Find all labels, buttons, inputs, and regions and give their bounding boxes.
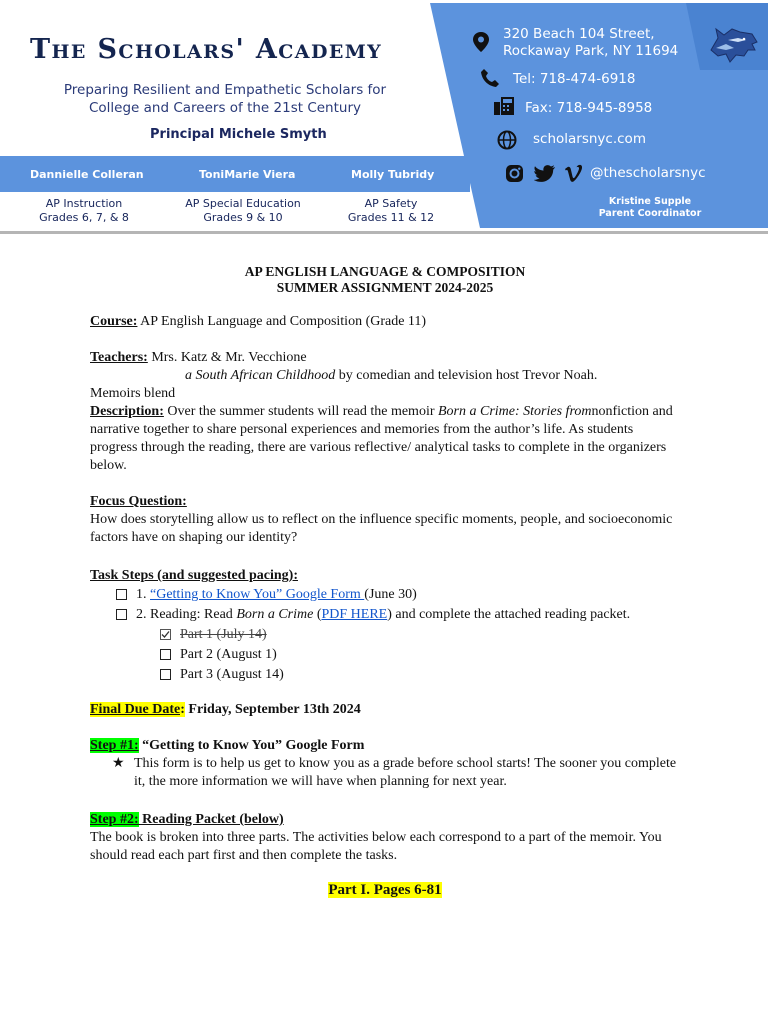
fax-number: Fax: 718-945-8958 [525,100,653,116]
phone-icon [480,68,500,88]
checkbox[interactable] [116,589,127,600]
step1-bullet: ★ This form is to help us get to know you as a grade before school starts! The sooner you complete it, the more information we will have when planning for next year. [112,756,677,789]
task-item: 1. “Getting to Know You” Google Form (June 30) [90,585,680,605]
subtask-item: Part 3 (August 14) [90,665,680,685]
globe-icon [497,130,517,150]
principal-name: Principal Michele Smyth [150,127,327,142]
wolf-logo-icon [708,26,760,66]
memoirs-line: Memoirs blend [90,386,176,401]
task-item: 2. Reading: Read Born a Crime (PDF HERE) and complete the attached reading packet. [90,605,680,625]
checkbox[interactable] [116,609,127,620]
staff-name: ToniMarie Viera [199,168,296,181]
staff-name: Molly Tubridy [351,168,435,181]
pdf-link[interactable]: PDF HERE [321,607,388,622]
website-link[interactable]: scholarsnyc.com [533,131,646,147]
step1-heading: Step #1: “Getting to Know You” Google Form [90,738,365,753]
checkbox[interactable] [160,649,171,660]
header-divider [0,231,768,234]
task-steps-heading: Task Steps (and suggested pacing): [90,568,298,583]
description-overlap-line: a South African Childhood by comedian and television host Trevor Noah. [185,368,598,383]
staff-name: Dannielle Colleran [30,168,144,181]
document-body [90,264,680,899]
step2-heading: Step #2: Reading Packet (below) [90,812,284,827]
doc-title: AP ENGLISH LANGUAGE & COMPOSITION [244,264,526,279]
focus-question-heading: Focus Question: [90,494,187,509]
description-paragraph: Description: Over the summer students will read the memoir Born a Crime: Stories fromnonfiction and narrative together to share personal experiences and memories from the author’s life. As students progress through the reading, there are various reflective/ analytical tasks to complete in the organizers below. [90,404,673,473]
staff-role: AP Special Education Grades 9 & 10 [185,197,301,224]
step2-text: The book is broken into three parts. The activities below each correspond to a part of the memoir. You should read each part first and then complete the tasks. [90,830,662,863]
parent-coordinator: Kristine Supple Parent Coordinator [598,196,702,219]
address-line: Rockaway Park, NY 11694 [503,43,679,59]
focus-question-text: How does storytelling allow us to reflect on the influence specific moments, people, and socioeconomic factors have on shaping our identity? [90,512,673,545]
star-bullet-icon: ★ [112,756,125,771]
twitter-icon[interactable] [534,164,556,183]
school-name: The Scholars' Academy [30,34,383,65]
school-tagline: Preparing Resilient and Empathetic Scholars for College and Careers of the 21st Century [63,82,387,116]
course-line: Course: AP English Language and Composition (Grade 11) [90,314,427,329]
part-heading: Part I. Pages 6-81 [328,882,442,898]
vimeo-icon[interactable] [564,164,583,183]
staff-role: AP Safety Grades 11 & 12 [347,197,435,224]
instagram-icon[interactable] [505,164,524,183]
fax-icon [493,96,515,116]
subtask-item: Part 2 (August 1) [90,645,680,665]
subtask-item: Part 1 (July 14) [90,625,680,645]
social-handle[interactable]: @thescholarsnyc [590,165,706,181]
address-line: 320 Beach 104 Street, [503,26,655,42]
location-pin-icon [472,31,490,53]
doc-subtitle: SUMMER ASSIGNMENT 2024-2025 [276,280,494,295]
checkbox[interactable] [160,669,171,680]
final-due-date: Final Due Date: Friday, September 13th 2024 [90,702,361,717]
staff-role: AP Instruction Grades 6, 7, & 8 [39,197,129,224]
teachers-line: Teachers: Mrs. Katz & Mr. Vecchione [90,350,307,365]
google-form-link[interactable]: “Getting to Know You” Google Form [150,587,365,602]
phone-number: Tel: 718-474-6918 [513,71,636,87]
checked-checkbox[interactable] [160,629,171,640]
checkmark-icon [160,629,171,640]
